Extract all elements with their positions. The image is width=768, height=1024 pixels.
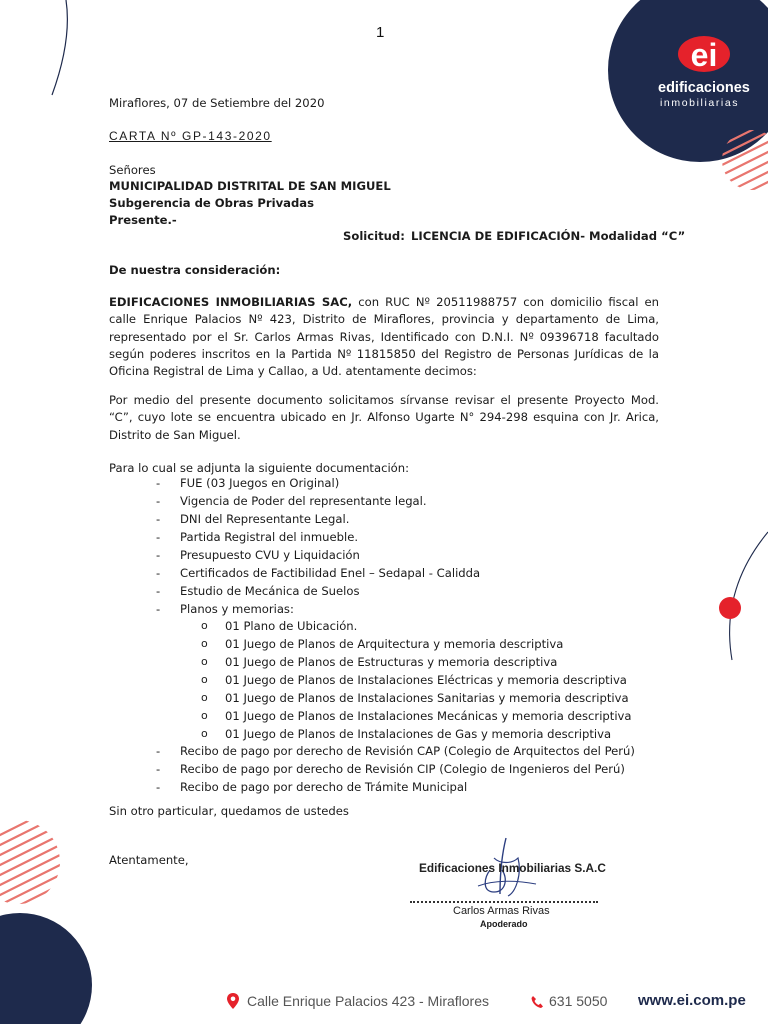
- letter-reference: CARTA Nº GP-143-2020: [109, 129, 272, 143]
- circle-bullet: o: [201, 691, 208, 704]
- dash-bullet: -: [156, 512, 161, 526]
- list-item-text: Certificados de Factibilidad Enel – Sedapal - Calidda: [180, 566, 481, 580]
- phone-icon: [530, 995, 544, 1009]
- recipient-line1: MUNICIPALIDAD DISTRITAL DE SAN MIGUEL: [109, 179, 391, 193]
- dash-bullet: -: [156, 548, 161, 562]
- date-line: Miraflores, 07 de Setiembre del 2020: [109, 96, 325, 110]
- solicitud-label: Solicitud:: [343, 229, 405, 243]
- logo-text-line1: edificaciones: [658, 80, 750, 96]
- signature-block: [400, 830, 610, 940]
- page-number: 1: [376, 24, 385, 41]
- closing-line: Sin otro particular, quedamos de ustedes: [109, 804, 349, 818]
- signature-company: Edificaciones Inmobiliarias S.A.C: [419, 861, 606, 875]
- list-item-text: Partida Registral del inmueble.: [180, 530, 359, 544]
- list-item-text: Recibo de pago por derecho de Revisión CIP (Colegio de Ingenieros del Perú): [180, 762, 625, 776]
- signature-dotted-line: [410, 901, 598, 903]
- circle-bullet: o: [201, 673, 208, 686]
- list-item-text: FUE (03 Juegos en Original): [180, 476, 340, 490]
- dash-bullet: -: [156, 602, 161, 616]
- greeting: De nuestra consideración:: [109, 263, 281, 277]
- signature-role: Apoderado: [480, 919, 528, 929]
- dash-bullet: -: [156, 744, 161, 758]
- recipient-line2: Subgerencia de Obras Privadas: [109, 196, 315, 210]
- company-name: EDIFICACIONES INMOBILIARIAS SAC,: [109, 295, 353, 309]
- list-item-text: Estudio de Mecánica de Suelos: [180, 584, 360, 598]
- svg-text:ei: ei: [690, 37, 718, 73]
- list-item-text: Presupuesto CVU y Liquidación: [180, 548, 360, 562]
- location-pin-icon: [226, 992, 240, 1010]
- footer-website: www.ei.com.pe: [638, 992, 746, 1009]
- list-item-text: Recibo de pago por derecho de Trámite Municipal: [180, 780, 468, 794]
- list-subitem-text: 01 Plano de Ubicación.: [225, 619, 358, 633]
- dash-bullet: -: [156, 780, 161, 794]
- circle-bullet: o: [201, 727, 208, 740]
- dash-bullet: -: [156, 566, 161, 580]
- dash-bullet: -: [156, 584, 161, 598]
- circle-bullet: o: [201, 619, 208, 632]
- circle-bullet: o: [201, 655, 208, 668]
- dash-bullet: -: [156, 476, 161, 490]
- footer: [226, 992, 756, 1012]
- dash-bullet: -: [156, 494, 161, 508]
- list-item-text: Planos y memorias:: [180, 602, 294, 616]
- list-item-text: DNI del Representante Legal.: [180, 512, 350, 526]
- signature-name: Carlos Armas Rivas: [453, 905, 550, 917]
- circle-bullet: o: [201, 637, 208, 650]
- list-subitem-text: 01 Juego de Planos de Instalaciones Mecánicas y memoria descriptiva: [225, 709, 632, 723]
- list-subitem-text: 01 Juego de Planos de Instalaciones Eléctricas y memoria descriptiva: [225, 673, 627, 687]
- list-subitem-text: 01 Juego de Planos de Estructuras y memoria descriptiva: [225, 655, 558, 669]
- dash-bullet: -: [156, 762, 161, 776]
- recipient-line3: Presente.-: [109, 213, 177, 227]
- paragraph-intro-text: con RUC Nº 20511988757 con domicilio fiscal en calle Enrique Palacios Nº 423, Distrito de Miraflores, provincia y departamento de Lima, representado por el Sr. Carlos Armas Rivas, Identificado con D.N.I. Nº 09396718 facultado según poderes inscritos en la Partida Nº 11815850 del Registro de Personas Jurídicas de la Oficina Registral de Lima y Callao, a Ud. atentamente decimos:: [109, 295, 659, 379]
- list-subitem-text: 01 Juego de Planos de Instalaciones Sanitarias y memoria descriptiva: [225, 691, 629, 705]
- list-item-text: Vigencia de Poder del representante legal.: [180, 494, 427, 508]
- paragraph-request: Por medio del presente documento solicitamos sírvanse revisar el presente Proyecto Mod. “C”, cuyo lote se encuentra ubicado en Jr. Alfonso Ugarte N° 294-298 esquina con Jr. Arica, Distrito de San Miguel.: [109, 393, 659, 442]
- signoff: Atentamente,: [109, 853, 189, 867]
- list-item-text: Recibo de pago por derecho de Revisión CAP (Colegio de Arquitectos del Perú): [180, 744, 635, 758]
- list-intro: Para lo cual se adjunta la siguiente documentación:: [109, 461, 410, 475]
- list-subitem-text: 01 Juego de Planos de Arquitectura y memoria descriptiva: [225, 637, 564, 651]
- solicitud-value: LICENCIA DE EDIFICACIÓN- Modalidad “C”: [411, 229, 686, 243]
- company-logo: [640, 20, 768, 120]
- list-subitem-text: 01 Juego de Planos de Instalaciones de Gas y memoria descriptiva: [225, 727, 612, 741]
- dash-bullet: -: [156, 530, 161, 544]
- circle-bullet: o: [201, 709, 208, 722]
- logo-text-line2: inmobiliarias: [660, 97, 740, 109]
- red-dot: [719, 597, 741, 619]
- footer-address: Calle Enrique Palacios 423 - Miraflores: [247, 993, 489, 1009]
- salutation: Señores: [109, 163, 156, 177]
- paragraph-intro: [109, 294, 659, 380]
- footer-phone: 631 5050: [549, 993, 608, 1009]
